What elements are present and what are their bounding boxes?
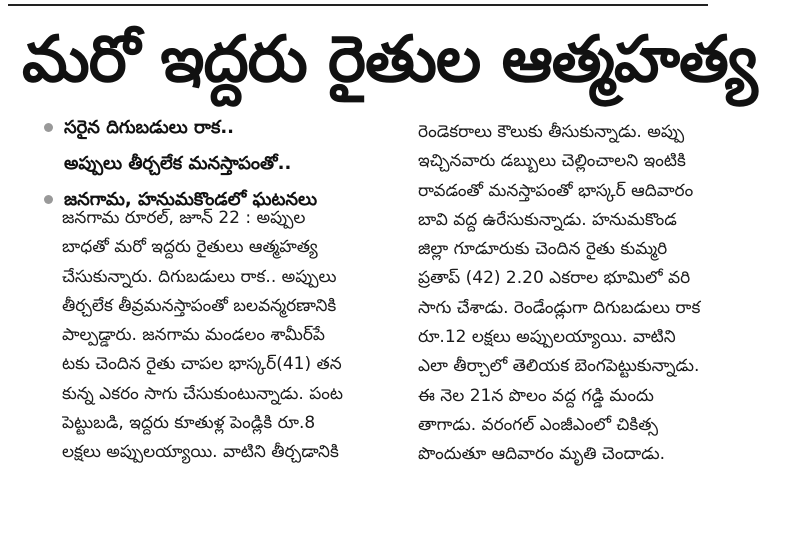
headline: మరో ఇద్దరు రైతుల ఆత్మహత్య (22, 23, 757, 97)
left-column (62, 204, 402, 468)
right-line: రూ.12 లక్షలు అప్పులయ్యాయి. వాటిని (418, 327, 676, 348)
right-line: జిల్లా గూడూరుకు చెందిన రైతు కుమ్మరి (418, 239, 668, 260)
right-line: రావడంతో మనస్తాపంతో భాస్కర్ ఆదివారం (418, 180, 694, 201)
highlight-1-line-1: సరైన దిగుబడులు రాక.. (64, 117, 235, 138)
right-column (418, 118, 773, 470)
right-line: ఎలా తీర్చాలో తెలియక బెంగపెట్టుకున్నాడు. (418, 356, 700, 377)
left-line: పెట్టుబడి, ఇద్దరు కూతుళ్ల పెండ్లికి రూ.8 (62, 413, 316, 434)
left-line: తీర్చలేక తీవ్రమనస్తాపంతో బలవన్మరణానికి (62, 295, 337, 316)
right-line: ప్రతాప్ (42) 2.20 ఎకరాల భూమిలో వరి (418, 268, 691, 289)
right-line: ఇచ్చినవారు డబ్బులు చెల్లించాలని ఇంటికి (418, 151, 686, 172)
highlight-1 (40, 110, 420, 146)
left-line: జనగామ రూరల్, జూన్ 22 : అప్పుల (62, 208, 306, 228)
right-line: పొందుతూ ఆదివారం మృతి చెందాడు. (418, 444, 666, 465)
bullet-icon (44, 195, 53, 204)
left-line: లక్షలు అప్పులయ్యాయి. వాటిని తీర్చడానికి (62, 442, 339, 463)
left-line: చేసుకున్నారు. దిగుబడులు రాక.. అప్పులు (62, 266, 337, 287)
highlight-1-cont (40, 146, 420, 182)
highlight-2-line-1: జనగామ, హనుమకొండలో ఘటనలు (64, 189, 318, 210)
left-line: పాల్పడ్డారు. జనగామ మండలం శామీర్‌పే (62, 325, 326, 346)
bullet-icon (44, 123, 53, 132)
highlights (40, 110, 420, 218)
left-line: టకు చెందిన రైతు చాపల భాస్కర్(41) తన (62, 354, 342, 375)
left-line: కున్న ఎకరం సాగు చేసుకుంటున్నాడు. పంట (62, 383, 344, 404)
right-line: రెండెకరాలు కౌలుకు తీసుకున్నాడు. అప్పు (418, 122, 685, 142)
right-line: తాగాడు. వరంగల్ ఎంజీఎంలో చికిత్స (418, 414, 659, 435)
left-line: బాధతో మరో ఇద్దరు రైతులు ఆత్మహత్య (62, 237, 318, 258)
highlight-1-line-2: అప్పులు తీర్చలేక మనస్తాపంతో.. (64, 153, 292, 174)
right-line: ఈ నెల 21న పొలం వద్ద గడ్డి మందు (418, 385, 654, 406)
top-rule (8, 4, 708, 6)
right-line: బావి వద్ద ఉరేసుకున్నాడు. హనుమకొండ (418, 209, 677, 230)
right-line: సాగు చేశాడు. రెండేండ్లుగా దిగుబడులు రాక (418, 297, 701, 318)
